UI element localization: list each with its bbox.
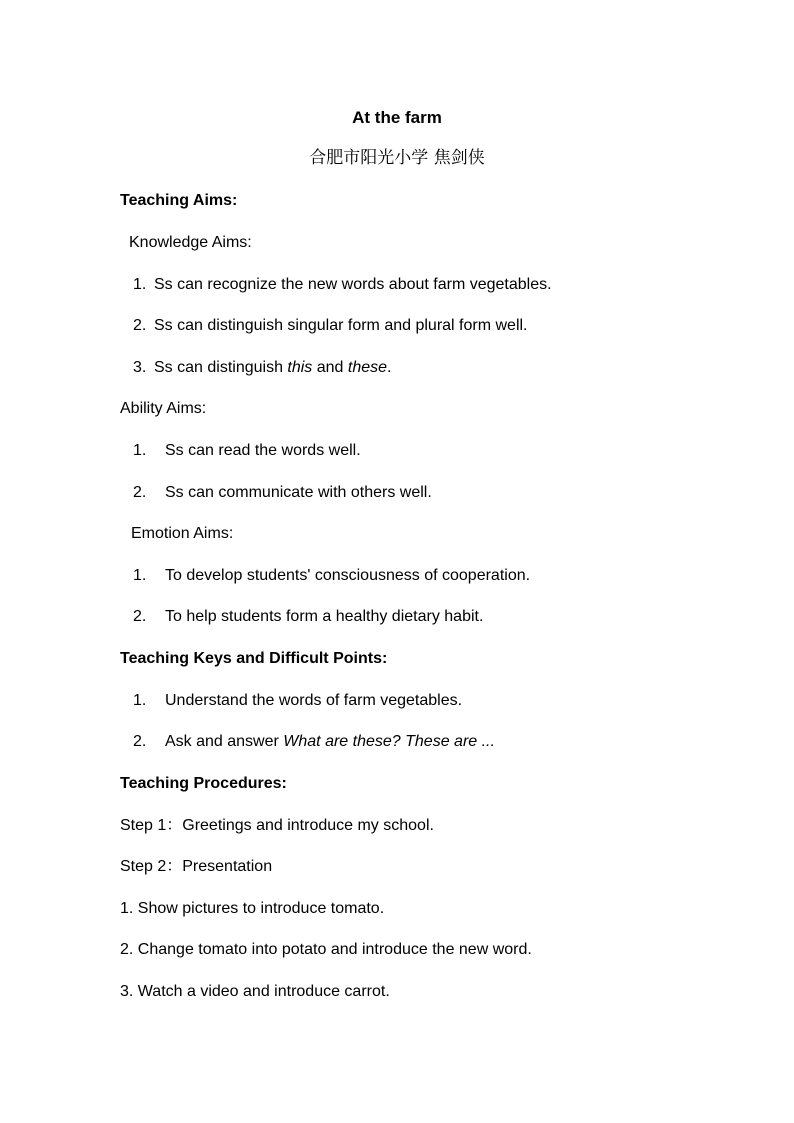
document-title: At the farm — [352, 108, 442, 127]
emphasis-this: this — [287, 359, 313, 376]
list-item — [133, 483, 432, 503]
list-item — [133, 316, 528, 336]
step-line: Step 1：Greetings and introduce my school. — [120, 817, 434, 834]
presentation-item: 3. Watch a video and introduce carrot. — [120, 983, 390, 1000]
list-text: Ss can recognize the new words about farm vegetables. — [154, 276, 552, 293]
list-number: 2. — [133, 317, 147, 334]
list-item — [133, 358, 392, 378]
teaching-aims-heading: Teaching Aims: — [120, 192, 238, 209]
list-text: To help students form a healthy dietary habit. — [165, 608, 484, 625]
list-number: 1. — [133, 442, 147, 459]
list-number: 2. — [133, 608, 147, 625]
ability-aims-heading: Ability Aims: — [120, 400, 207, 417]
list-text: Ask and answer — [165, 733, 284, 750]
step-line: Step 2：Presentation — [120, 858, 273, 875]
list-item — [133, 275, 552, 295]
emotion-aims-heading: Emotion Aims: — [131, 525, 234, 542]
list-item — [133, 441, 361, 461]
list-text: . — [387, 359, 392, 376]
list-number: 2. — [133, 484, 147, 501]
list-text: Understand the words of farm vegetables. — [165, 692, 463, 709]
emphasis-these: these — [347, 359, 388, 376]
list-text: Ss can communicate with others well. — [165, 484, 432, 501]
list-text: Ss can distinguish singular form and plural form well. — [154, 317, 528, 334]
list-number: 1. — [133, 567, 147, 584]
list-text: To develop students' consciousness of cooperation. — [165, 567, 531, 584]
presentation-item: 1. Show pictures to introduce tomato. — [120, 900, 385, 917]
list-text: Ss can distinguish — [154, 359, 288, 376]
list-number: 3. — [133, 359, 147, 376]
author-line: 合肥市阳光小学 焦剑侠 — [309, 148, 485, 168]
presentation-item: 2. Change tomato into potato and introduce the new word. — [120, 941, 532, 958]
list-text: and — [312, 359, 348, 376]
list-item — [133, 691, 462, 711]
list-item — [133, 732, 495, 752]
list-number: 2. — [133, 733, 147, 750]
list-item — [133, 566, 530, 586]
list-number: 1. — [133, 692, 147, 709]
knowledge-aims-heading: Knowledge Aims: — [129, 234, 252, 251]
emphasis-question: What are these? These are ... — [283, 733, 495, 750]
list-number: 1. — [133, 276, 147, 293]
keys-heading: Teaching Keys and Difficult Points: — [120, 650, 388, 667]
procedures-heading: Teaching Procedures: — [120, 775, 287, 792]
list-item — [133, 607, 483, 627]
list-text: Ss can read the words well. — [165, 442, 361, 459]
